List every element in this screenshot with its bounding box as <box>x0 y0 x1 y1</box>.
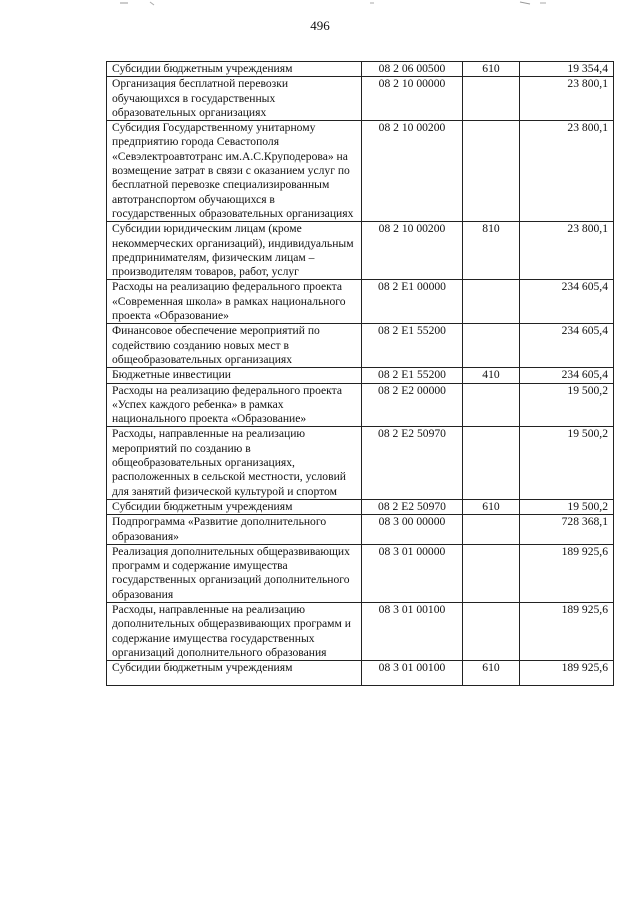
row-name-cell: Субсидии бюджетным учреждениям <box>107 661 362 686</box>
row-amount-cell: 23 800,1 <box>520 77 614 121</box>
table-row <box>107 324 614 368</box>
table-row <box>107 368 614 383</box>
row-type-cell <box>463 427 520 499</box>
table-row <box>107 121 614 222</box>
row-code-cell: 08 2 06 00500 <box>362 62 463 77</box>
row-amount-cell: 728 368,1 <box>520 515 614 545</box>
row-type-cell <box>463 77 520 121</box>
row-type-cell: 610 <box>463 499 520 514</box>
row-code-cell: 08 2 10 00200 <box>362 121 463 222</box>
row-amount-cell: 19 500,2 <box>520 499 614 514</box>
row-type-cell <box>463 324 520 368</box>
row-code-cell: 08 2 E2 50970 <box>362 499 463 514</box>
table-row <box>107 661 614 686</box>
row-type-cell: 810 <box>463 222 520 280</box>
table-row <box>107 383 614 427</box>
row-amount-cell: 189 925,6 <box>520 544 614 602</box>
table-row <box>107 222 614 280</box>
row-name-cell: Субсидии бюджетным учреждениям <box>107 62 362 77</box>
table-row <box>107 427 614 499</box>
row-name-cell: Расходы, направленные на реализацию дополнительных общеразвивающих программ и содержание имущества государственных организаций дополнительного образования <box>107 602 362 660</box>
row-name-cell: Расходы на реализацию федерального проекта «Современная школа» в рамках национального проекта «Образование» <box>107 280 362 324</box>
row-amount-cell: 23 800,1 <box>520 121 614 222</box>
row-code-cell: 08 2 E1 55200 <box>362 324 463 368</box>
row-amount-cell: 19 500,2 <box>520 427 614 499</box>
row-amount-cell: 234 605,4 <box>520 324 614 368</box>
row-name-cell: Субсидия Государственному унитарному предприятию города Севастополя «Севэлектроавтотранс им.А.С.Круподерова» на возмещение затрат в связи с оказанием услуг по бесплатной перевозке специализированным автотранспортом обучающихся в государственных образовательных организациях <box>107 121 362 222</box>
row-amount-cell: 23 800,1 <box>520 222 614 280</box>
row-type-cell <box>463 515 520 545</box>
row-code-cell: 08 2 E2 00000 <box>362 383 463 427</box>
row-type-cell: 610 <box>463 62 520 77</box>
row-amount-cell: 234 605,4 <box>520 368 614 383</box>
row-amount-cell: 189 925,6 <box>520 602 614 660</box>
row-type-cell: 410 <box>463 368 520 383</box>
row-code-cell: 08 3 01 00100 <box>362 661 463 686</box>
scan-edge-marks <box>0 0 640 8</box>
row-amount-cell: 189 925,6 <box>520 661 614 686</box>
budget-table <box>106 61 614 686</box>
row-code-cell: 08 2 10 00000 <box>362 77 463 121</box>
row-name-cell: Субсидии юридическим лицам (кроме некоммерческих организаций), индивидуальным предпринимателям, физическим лицам – производителям товаров, работ, услуг <box>107 222 362 280</box>
row-name-cell: Расходы, направленные на реализацию мероприятий по созданию в общеобразовательных организациях, расположенных в сельской местности, условий для занятий физической культурой и спортом <box>107 427 362 499</box>
table-row <box>107 499 614 514</box>
row-amount-cell: 19 354,4 <box>520 62 614 77</box>
row-name-cell: Реализация дополнительных общеразвивающих программ и содержание имущества государственных организаций дополнительного образования <box>107 544 362 602</box>
row-code-cell: 08 2 10 00200 <box>362 222 463 280</box>
table-row <box>107 515 614 545</box>
table-row <box>107 602 614 660</box>
row-name-cell: Организация бесплатной перевозки обучающихся в государственных образовательных организациях <box>107 77 362 121</box>
row-name-cell: Расходы на реализацию федерального проекта «Успех каждого ребенка» в рамках национального проекта «Образование» <box>107 383 362 427</box>
row-code-cell: 08 3 01 00100 <box>362 602 463 660</box>
row-type-cell <box>463 544 520 602</box>
row-code-cell: 08 3 00 00000 <box>362 515 463 545</box>
row-type-cell: 610 <box>463 661 520 686</box>
row-name-cell: Подпрограмма «Развитие дополнительного образования» <box>107 515 362 545</box>
row-name-cell: Субсидии бюджетным учреждениям <box>107 499 362 514</box>
row-type-cell <box>463 383 520 427</box>
row-code-cell: 08 2 E1 55200 <box>362 368 463 383</box>
row-name-cell: Бюджетные инвестиции <box>107 368 362 383</box>
row-code-cell: 08 3 01 00000 <box>362 544 463 602</box>
page-number: 496 <box>310 18 330 33</box>
row-code-cell: 08 2 E1 00000 <box>362 280 463 324</box>
row-amount-cell: 234 605,4 <box>520 280 614 324</box>
table-row <box>107 77 614 121</box>
row-type-cell <box>463 121 520 222</box>
table-row <box>107 62 614 77</box>
row-amount-cell: 19 500,2 <box>520 383 614 427</box>
table-row <box>107 544 614 602</box>
table-row <box>107 280 614 324</box>
row-name-cell: Финансовое обеспечение мероприятий по содействию созданию новых мест в общеобразовательных организациях <box>107 324 362 368</box>
row-code-cell: 08 2 E2 50970 <box>362 427 463 499</box>
table-body <box>107 62 614 686</box>
row-type-cell <box>463 602 520 660</box>
row-type-cell <box>463 280 520 324</box>
